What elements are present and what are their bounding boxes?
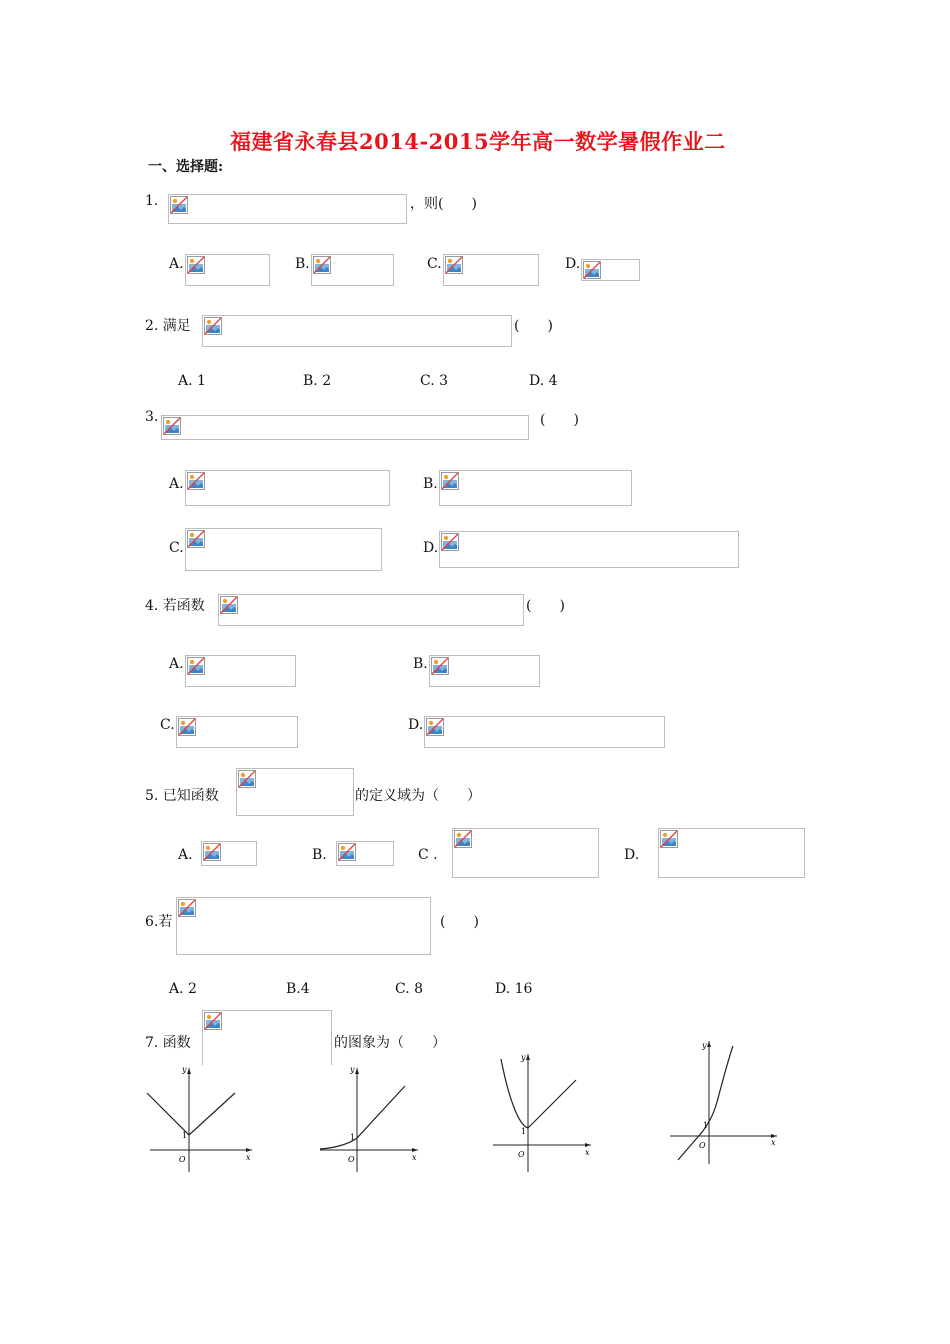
broken-image-icon	[313, 256, 331, 274]
q2-option-d: D. 4	[529, 373, 558, 389]
q7-graph-a	[142, 1060, 262, 1175]
q7-formula-image	[202, 1010, 332, 1065]
broken-image-icon	[238, 770, 256, 788]
graph-a-origin-label: O	[179, 1155, 186, 1164]
q2-option-c: C. 3	[420, 373, 449, 389]
broken-image-icon	[178, 899, 196, 917]
q4-option-d-label: D.	[408, 717, 424, 733]
graph-d-one-label: 1	[703, 1121, 709, 1130]
q2-option-b: B. 2	[303, 373, 332, 389]
q5-option-d-image	[658, 828, 805, 878]
q3-option-a-image	[185, 470, 390, 506]
q1-option-c-label: C.	[427, 256, 442, 272]
graph-c-y-label: y	[521, 1053, 526, 1062]
q1-number: 1.	[145, 193, 159, 209]
q5-option-a-label: A.	[178, 847, 193, 863]
q3-option-d-image	[439, 531, 739, 568]
broken-image-icon	[204, 317, 222, 335]
page-title: 福建省永春县2014-2015学年高一数学暑假作业二	[230, 129, 726, 154]
q1-option-d-label: D.	[565, 256, 581, 272]
q6-option-b: B.4	[286, 981, 310, 997]
broken-image-icon	[187, 530, 205, 548]
q4-option-a-label: A.	[169, 656, 184, 672]
q5-option-b-label: B.	[312, 847, 327, 863]
broken-image-icon	[426, 718, 444, 736]
q7-graph-c	[488, 1050, 608, 1175]
graph-c-x-label: x	[585, 1148, 590, 1157]
graph-d-y-label: y	[702, 1041, 707, 1050]
graph-d-x-label: x	[771, 1138, 776, 1147]
q1-option-d-image	[581, 259, 640, 281]
q1-option-a-label: A.	[169, 256, 184, 272]
q2-prefix: 2. 满足	[145, 318, 191, 334]
q3-formula-image	[161, 415, 529, 440]
q3-suffix: ( )	[540, 412, 579, 428]
q6-suffix: ( )	[440, 914, 479, 930]
broken-image-icon	[203, 843, 221, 861]
q6-formula-image	[176, 897, 431, 955]
q4-formula-image	[218, 594, 524, 626]
broken-image-icon	[660, 830, 678, 848]
q5-formula-image	[236, 768, 354, 816]
q1-option-b-image	[311, 254, 394, 286]
q1-option-a-image	[185, 254, 270, 286]
q4-option-c-image	[176, 716, 298, 748]
q1-option-b-label: B.	[295, 256, 310, 272]
broken-image-icon	[170, 196, 188, 214]
graph-b-one-label: 1	[350, 1133, 356, 1142]
q3-option-c-image	[185, 528, 382, 571]
q5-option-c-label: C .	[418, 847, 438, 863]
q4-prefix: 4. 若函数	[145, 598, 205, 614]
q6-option-a: A. 2	[169, 981, 197, 997]
q7-suffix: 的图象为（ ）	[334, 1035, 446, 1051]
graph-c-origin-label: O	[518, 1150, 525, 1159]
q5-option-a-image	[201, 841, 257, 866]
q4-option-b-image	[429, 655, 540, 687]
q7-prefix: 7. 函数	[145, 1035, 191, 1051]
q7-graph-b	[315, 1060, 435, 1175]
broken-image-icon	[220, 596, 238, 614]
q2-suffix: ( )	[514, 318, 553, 334]
q1-option-c-image	[443, 254, 539, 286]
q1-suffix: ，则( )	[410, 196, 477, 212]
broken-image-icon	[431, 657, 449, 675]
broken-image-icon	[187, 472, 205, 490]
q5-option-b-image	[336, 841, 394, 866]
graph-a-y-label: y	[182, 1065, 187, 1074]
q6-option-d: D. 16	[495, 981, 533, 997]
broken-image-icon	[187, 657, 205, 675]
broken-image-icon	[338, 843, 356, 861]
q7-graph-d	[665, 1038, 785, 1166]
broken-image-icon	[445, 256, 463, 274]
q5-suffix: 的定义域为（ ）	[355, 788, 481, 804]
broken-image-icon	[163, 417, 181, 435]
q5-option-d-label: D.	[624, 847, 640, 863]
q4-option-d-image	[424, 716, 665, 748]
broken-image-icon	[441, 472, 459, 490]
graph-b-y-label: y	[350, 1065, 355, 1074]
q6-option-c: C. 8	[395, 981, 424, 997]
broken-image-icon	[454, 830, 472, 848]
section-heading: 一、选择题:	[148, 159, 224, 175]
broken-image-icon	[583, 261, 601, 279]
broken-image-icon	[441, 533, 459, 551]
q4-option-b-label: B.	[413, 656, 428, 672]
graph-a-x-label: x	[246, 1153, 251, 1162]
q2-formula-image	[202, 315, 512, 347]
q3-option-b-image	[439, 470, 632, 506]
graph-a-one-label: 1	[182, 1131, 188, 1140]
q4-suffix: ( )	[526, 598, 565, 614]
q3-number: 3.	[145, 409, 159, 425]
q3-option-c-label: C.	[169, 540, 184, 556]
q6-prefix: 6.若	[145, 914, 173, 930]
q3-option-b-label: B.	[423, 476, 438, 492]
q4-option-c-label: C.	[160, 717, 175, 733]
graph-d-origin-label: O	[699, 1141, 706, 1150]
q3-option-a-label: A.	[169, 476, 184, 492]
q5-option-c-image	[452, 828, 599, 878]
broken-image-icon	[187, 256, 205, 274]
q4-option-a-image	[185, 655, 296, 687]
graph-b-origin-label: O	[348, 1155, 355, 1164]
broken-image-icon	[204, 1012, 222, 1030]
q5-prefix: 5. 已知函数	[145, 788, 219, 804]
graph-c-one-label: 1	[521, 1127, 527, 1136]
broken-image-icon	[178, 718, 196, 736]
q2-option-a: A. 1	[178, 373, 206, 389]
q3-option-d-label: D.	[423, 540, 439, 556]
q1-formula-image	[168, 194, 407, 224]
graph-b-x-label: x	[412, 1153, 417, 1162]
